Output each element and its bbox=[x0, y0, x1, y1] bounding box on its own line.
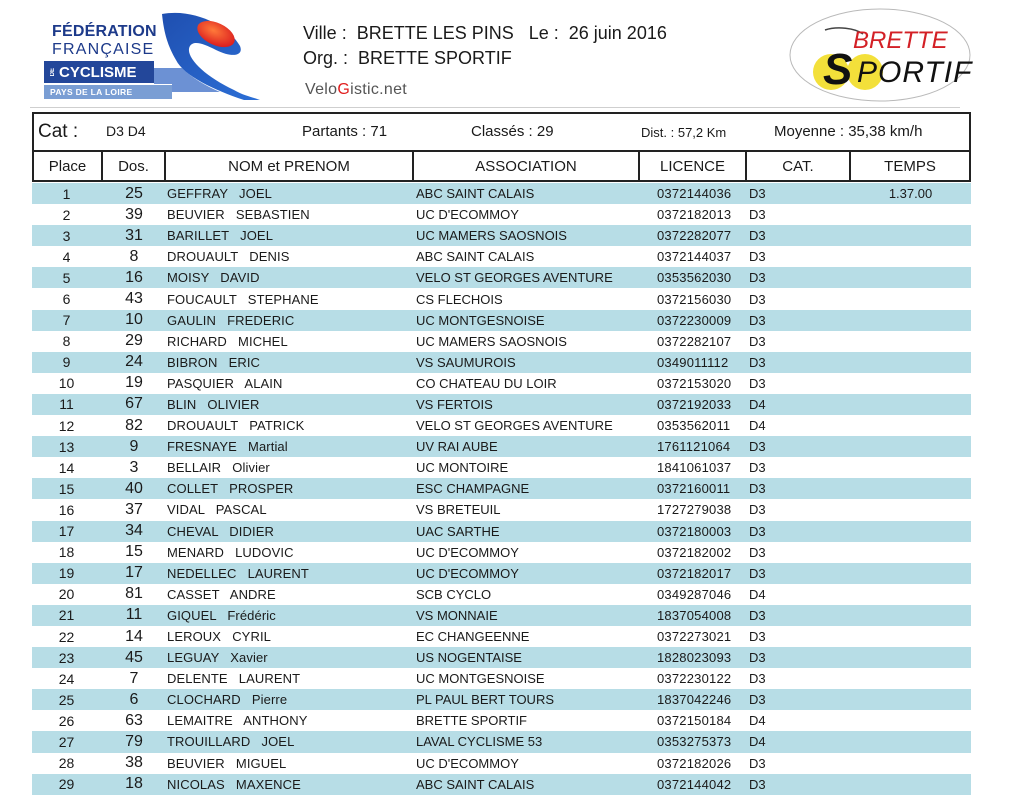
table-row bbox=[32, 542, 971, 563]
result-licence: 0372230009 bbox=[657, 312, 732, 328]
result-rider-name: DROUAULT PATRICK bbox=[167, 418, 305, 434]
result-place: 7 bbox=[62, 312, 71, 329]
result-place: 24 bbox=[58, 670, 75, 687]
result-association: UC MONTGESNOISE bbox=[416, 312, 545, 328]
column-header-licence: LICENCE bbox=[640, 152, 747, 180]
result-category: D3 bbox=[749, 207, 766, 223]
result-rider-name: CASSET ANDRE bbox=[167, 586, 276, 602]
result-place: 2 bbox=[62, 206, 71, 223]
result-category: D3 bbox=[749, 650, 766, 666]
result-place: 13 bbox=[58, 438, 75, 455]
table-row bbox=[32, 647, 971, 668]
result-licence: 0372144037 bbox=[657, 249, 732, 265]
result-licence: 0372156030 bbox=[657, 291, 732, 307]
result-association: ESC CHAMPAGNE bbox=[416, 481, 530, 497]
table-row bbox=[32, 478, 971, 499]
result-licence: 1837054008 bbox=[657, 607, 732, 623]
result-association: UC MONTOIRE bbox=[416, 460, 509, 476]
category-value: D3 D4 bbox=[106, 123, 146, 139]
result-association: CO CHATEAU DU LOIR bbox=[416, 375, 557, 391]
result-place: 21 bbox=[58, 607, 75, 624]
column-header-time: TEMPS bbox=[884, 157, 936, 175]
result-association: ABC SAINT CALAIS bbox=[416, 249, 535, 265]
table-row bbox=[32, 394, 971, 415]
result-place: 23 bbox=[58, 649, 75, 666]
result-bib-number: 9 bbox=[129, 437, 139, 455]
table-row bbox=[32, 331, 971, 352]
result-place: 29 bbox=[58, 776, 75, 793]
result-place: 25 bbox=[58, 691, 75, 708]
result-category: D3 bbox=[749, 481, 766, 497]
result-licence: 0372144042 bbox=[657, 776, 732, 792]
result-category: D3 bbox=[749, 607, 766, 623]
result-rider-name: BIBRON ERIC bbox=[167, 354, 261, 370]
table-row bbox=[32, 689, 971, 710]
table-row bbox=[32, 457, 971, 478]
table-row bbox=[32, 183, 971, 204]
result-association: VELO ST GEORGES AVENTURE bbox=[416, 270, 613, 286]
table-row bbox=[32, 499, 971, 520]
club-logo bbox=[787, 6, 973, 104]
result-place: 11 bbox=[59, 396, 74, 413]
result-category: D3 bbox=[749, 228, 766, 244]
result-category: D3 bbox=[749, 502, 766, 518]
result-association: SCB CYCLO bbox=[416, 586, 492, 602]
result-licence: 1828023093 bbox=[657, 650, 732, 666]
result-rider-name: GEFFRAY JOEL bbox=[167, 186, 272, 202]
result-place: 27 bbox=[58, 733, 75, 750]
column-header-name: NOM et PRENOM bbox=[166, 152, 414, 180]
result-bib-number: 79 bbox=[125, 732, 143, 750]
federation-region-band: PAYS DE LA LOIRE bbox=[44, 85, 172, 99]
result-bib-number: 45 bbox=[125, 648, 143, 666]
table-row bbox=[32, 373, 971, 394]
table-row bbox=[32, 436, 971, 457]
table-row bbox=[32, 352, 971, 373]
result-rider-name: DELENTE LAURENT bbox=[167, 671, 301, 687]
table-row bbox=[32, 267, 971, 288]
ranked-count: Classés : 29 bbox=[471, 123, 554, 140]
result-licence: 0372230122 bbox=[657, 671, 732, 687]
category-label: Cat : bbox=[38, 121, 79, 142]
result-rider-name: RICHARD MICHEL bbox=[167, 333, 288, 349]
result-association: UC D'ECOMMOY bbox=[416, 207, 519, 223]
result-rider-name: BEUVIER SEBASTIEN bbox=[167, 207, 310, 223]
result-licence: 0372182026 bbox=[657, 755, 732, 771]
result-place: 14 bbox=[58, 459, 75, 476]
svg-text:S: S bbox=[823, 45, 853, 94]
table-row bbox=[32, 288, 971, 309]
result-rider-name: LEMAITRE ANTHONY bbox=[167, 713, 308, 729]
result-licence: 0372182002 bbox=[657, 544, 732, 560]
result-association: VELO ST GEORGES AVENTURE bbox=[416, 418, 613, 434]
result-category: D3 bbox=[749, 291, 766, 307]
result-category: D3 bbox=[749, 186, 766, 202]
result-association: US NOGENTAISE bbox=[416, 650, 522, 666]
velogistic-brand: VeloGistic.net bbox=[305, 81, 408, 98]
table-row bbox=[32, 710, 971, 731]
result-licence: 1841061037 bbox=[657, 460, 732, 476]
result-association: UC MONTGESNOISE bbox=[416, 671, 545, 687]
result-licence: 0372192033 bbox=[657, 396, 732, 412]
result-rider-name: NICOLAS MAXENCE bbox=[167, 776, 301, 792]
column-header-association: ASSOCIATION bbox=[414, 152, 640, 180]
column-header-category: CAT. bbox=[747, 152, 851, 180]
result-bib-number: 19 bbox=[125, 374, 143, 392]
result-bib-number: 40 bbox=[125, 479, 143, 497]
result-association: BRETTE SPORTIF bbox=[416, 713, 527, 729]
result-place: 26 bbox=[58, 712, 75, 729]
result-association: VS FERTOIS bbox=[416, 396, 493, 412]
result-rider-name: TROUILLARD JOEL bbox=[167, 734, 295, 750]
result-licence: 1761121064 bbox=[657, 439, 731, 455]
result-licence: 0372282107 bbox=[657, 333, 732, 349]
result-place: 17 bbox=[58, 523, 75, 540]
result-licence: 0372160011 bbox=[657, 481, 731, 497]
result-bib-number: 82 bbox=[125, 416, 143, 434]
result-category: D3 bbox=[749, 523, 766, 539]
result-place: 28 bbox=[58, 755, 75, 772]
result-bib-number: 43 bbox=[125, 290, 143, 308]
result-category: D4 bbox=[749, 396, 766, 412]
table-row bbox=[32, 225, 971, 246]
result-rider-name: MOISY DAVID bbox=[167, 270, 260, 286]
result-association: CS FLECHOIS bbox=[416, 291, 503, 307]
result-category: D3 bbox=[749, 270, 766, 286]
result-rider-name: FRESNAYE Martial bbox=[167, 439, 288, 455]
result-rider-name: PASQUIER ALAIN bbox=[167, 375, 283, 391]
result-category: D3 bbox=[749, 776, 766, 792]
result-category: D3 bbox=[749, 544, 766, 560]
result-bib-number: 7 bbox=[129, 669, 139, 687]
result-place: 19 bbox=[58, 565, 75, 582]
results-table-header bbox=[32, 150, 971, 182]
federation-name: FÉDÉRATION FRANÇAISE bbox=[52, 23, 157, 58]
result-bib-number: 8 bbox=[129, 247, 139, 265]
result-licence: 0372273021 bbox=[657, 629, 732, 645]
result-place: 18 bbox=[58, 544, 75, 561]
table-row bbox=[32, 774, 971, 795]
event-location-date: Ville : BRETTE LES PINS Le : 26 juin 2016 bbox=[303, 23, 667, 43]
result-category: D4 bbox=[749, 586, 766, 602]
result-association: UV RAI AUBE bbox=[416, 439, 498, 455]
result-bib-number: 67 bbox=[125, 395, 143, 413]
result-place: 9 bbox=[62, 354, 71, 371]
result-association: EC CHANGEENNE bbox=[416, 629, 530, 645]
result-place: 4 bbox=[62, 248, 71, 265]
svg-text:PORTIF: PORTIF bbox=[857, 56, 973, 89]
result-licence: 1727279038 bbox=[657, 502, 732, 518]
result-place: 16 bbox=[58, 501, 75, 518]
result-category: D3 bbox=[749, 671, 766, 687]
result-association: PL PAUL BERT TOURS bbox=[416, 692, 554, 708]
result-category: D3 bbox=[749, 249, 766, 265]
result-licence: 0372150184 bbox=[657, 713, 732, 729]
result-category: D3 bbox=[749, 755, 766, 771]
result-bib-number: 15 bbox=[125, 543, 143, 561]
result-association: LAVAL CYCLISME 53 bbox=[416, 734, 543, 750]
result-licence: 0372180003 bbox=[657, 523, 732, 539]
result-category: D3 bbox=[749, 312, 766, 328]
result-licence: 0372182013 bbox=[657, 207, 732, 223]
result-bib-number: 24 bbox=[125, 353, 143, 371]
table-row bbox=[32, 563, 971, 584]
result-place: 22 bbox=[58, 628, 75, 645]
starters-count: Partants : 71 bbox=[302, 123, 388, 140]
table-row bbox=[32, 415, 971, 436]
result-bib-number: 29 bbox=[125, 332, 143, 350]
result-licence: 1837042246 bbox=[657, 692, 732, 708]
result-place: 10 bbox=[58, 375, 75, 392]
result-bib-number: 34 bbox=[125, 522, 143, 540]
result-association: ABC SAINT CALAIS bbox=[416, 776, 535, 792]
result-rider-name: BLIN OLIVIER bbox=[167, 396, 260, 412]
result-category: D4 bbox=[749, 713, 766, 729]
result-category: D3 bbox=[749, 333, 766, 349]
average-speed: Moyenne : 35,38 km/h bbox=[774, 123, 923, 140]
result-category: D4 bbox=[749, 734, 766, 750]
result-bib-number: 31 bbox=[125, 226, 143, 244]
race-info-box bbox=[32, 112, 971, 152]
column-header-dossard: Dos. bbox=[103, 152, 166, 180]
result-place: 15 bbox=[58, 480, 75, 497]
result-association: UC MAMERS SAOSNOIS bbox=[416, 228, 567, 244]
table-row bbox=[32, 310, 971, 331]
result-rider-name: CLOCHARD Pierre bbox=[167, 692, 288, 708]
result-association: UAC SARTHE bbox=[416, 523, 500, 539]
federation-cyclisme-band: DE CYCLISME bbox=[44, 61, 154, 83]
result-bib-number: 37 bbox=[125, 500, 143, 518]
table-row bbox=[32, 204, 971, 225]
result-rider-name: LEROUX CYRIL bbox=[167, 629, 271, 645]
column-header-place: Place bbox=[34, 152, 103, 180]
result-place: 20 bbox=[58, 586, 75, 603]
distance: Dist. : 57,2 Km bbox=[641, 125, 727, 140]
result-bib-number: 25 bbox=[125, 184, 143, 202]
result-rider-name: NEDELLEC LAURENT bbox=[167, 565, 309, 581]
result-association: UC D'ECOMMOY bbox=[416, 565, 519, 581]
result-rider-name: BARILLET JOEL bbox=[167, 228, 274, 244]
result-bib-number: 16 bbox=[125, 268, 143, 286]
result-bib-number: 63 bbox=[125, 711, 143, 729]
result-place: 12 bbox=[58, 417, 75, 434]
federation-logo bbox=[44, 6, 260, 100]
result-category: D4 bbox=[749, 418, 766, 434]
club-logo-graphic-icon bbox=[787, 6, 973, 104]
result-licence: 0372282077 bbox=[657, 228, 732, 244]
result-rider-name: BELLAIR Olivier bbox=[167, 460, 270, 476]
result-association: VS BRETEUIL bbox=[416, 502, 501, 518]
result-licence: 0372153020 bbox=[657, 375, 732, 391]
result-category: D3 bbox=[749, 565, 766, 581]
result-licence: 0353275373 bbox=[657, 734, 732, 750]
result-association: VS SAUMUROIS bbox=[416, 354, 516, 370]
result-rider-name: MENARD LUDOVIC bbox=[167, 544, 294, 560]
result-category: D3 bbox=[749, 439, 766, 455]
result-bib-number: 3 bbox=[129, 458, 139, 476]
result-licence: 0349011112 bbox=[657, 354, 729, 370]
result-bib-number: 38 bbox=[125, 754, 143, 772]
result-place: 8 bbox=[62, 333, 71, 350]
result-association: UC D'ECOMMOY bbox=[416, 755, 519, 771]
result-bib-number: 81 bbox=[125, 585, 143, 603]
result-bib-number: 6 bbox=[129, 690, 139, 708]
result-bib-number: 11 bbox=[125, 606, 143, 624]
table-row bbox=[32, 584, 971, 605]
result-association: UC D'ECOMMOY bbox=[416, 544, 519, 560]
result-rider-name: FOUCAULT STEPHANE bbox=[167, 291, 319, 307]
table-row bbox=[32, 626, 971, 647]
result-licence: 0372182017 bbox=[657, 565, 732, 581]
result-bib-number: 18 bbox=[125, 775, 143, 793]
result-licence: 0372144036 bbox=[657, 186, 732, 202]
event-organizer: Org. : BRETTE SPORTIF bbox=[303, 48, 512, 68]
result-place: 1 bbox=[62, 185, 71, 202]
result-category: D3 bbox=[749, 354, 766, 370]
result-category: D3 bbox=[749, 375, 766, 391]
result-time: 1.37.00 bbox=[888, 186, 933, 202]
result-bib-number: 17 bbox=[125, 564, 143, 582]
results-table-body bbox=[32, 183, 971, 795]
result-bib-number: 39 bbox=[125, 205, 143, 223]
result-bib-number: 14 bbox=[125, 627, 143, 645]
event-meta bbox=[303, 21, 667, 71]
table-row bbox=[32, 246, 971, 267]
table-row bbox=[32, 753, 971, 774]
header-divider bbox=[30, 107, 960, 108]
result-rider-name: CHEVAL DIDIER bbox=[167, 523, 274, 539]
result-association: ABC SAINT CALAIS bbox=[416, 186, 535, 202]
result-rider-name: LEGUAY Xavier bbox=[167, 650, 268, 666]
result-rider-name: DROUAULT DENIS bbox=[167, 249, 290, 265]
result-category: D3 bbox=[749, 692, 766, 708]
result-category: D3 bbox=[749, 460, 766, 476]
result-licence: 0353562030 bbox=[657, 270, 732, 286]
result-place: 3 bbox=[62, 227, 71, 244]
result-rider-name: GAULIN FREDERIC bbox=[167, 312, 295, 328]
table-row bbox=[32, 605, 971, 626]
svg-text:BRETTE: BRETTE bbox=[853, 27, 948, 54]
result-place: 6 bbox=[62, 291, 71, 308]
result-rider-name: VIDAL PASCAL bbox=[167, 502, 267, 518]
table-row bbox=[32, 521, 971, 542]
result-category: D3 bbox=[749, 629, 766, 645]
table-row bbox=[32, 668, 971, 689]
result-bib-number: 10 bbox=[125, 311, 143, 329]
result-licence: 0349287046 bbox=[657, 586, 732, 602]
result-association: VS MONNAIE bbox=[416, 607, 498, 623]
result-licence: 0353562011 bbox=[657, 418, 731, 434]
result-association: UC MAMERS SAOSNOIS bbox=[416, 333, 567, 349]
table-row bbox=[32, 731, 971, 752]
result-rider-name: COLLET PROSPER bbox=[167, 481, 294, 497]
result-place: 5 bbox=[62, 269, 71, 286]
result-rider-name: BEUVIER MIGUEL bbox=[167, 755, 287, 771]
result-rider-name: GIQUEL Frédéric bbox=[167, 607, 276, 623]
